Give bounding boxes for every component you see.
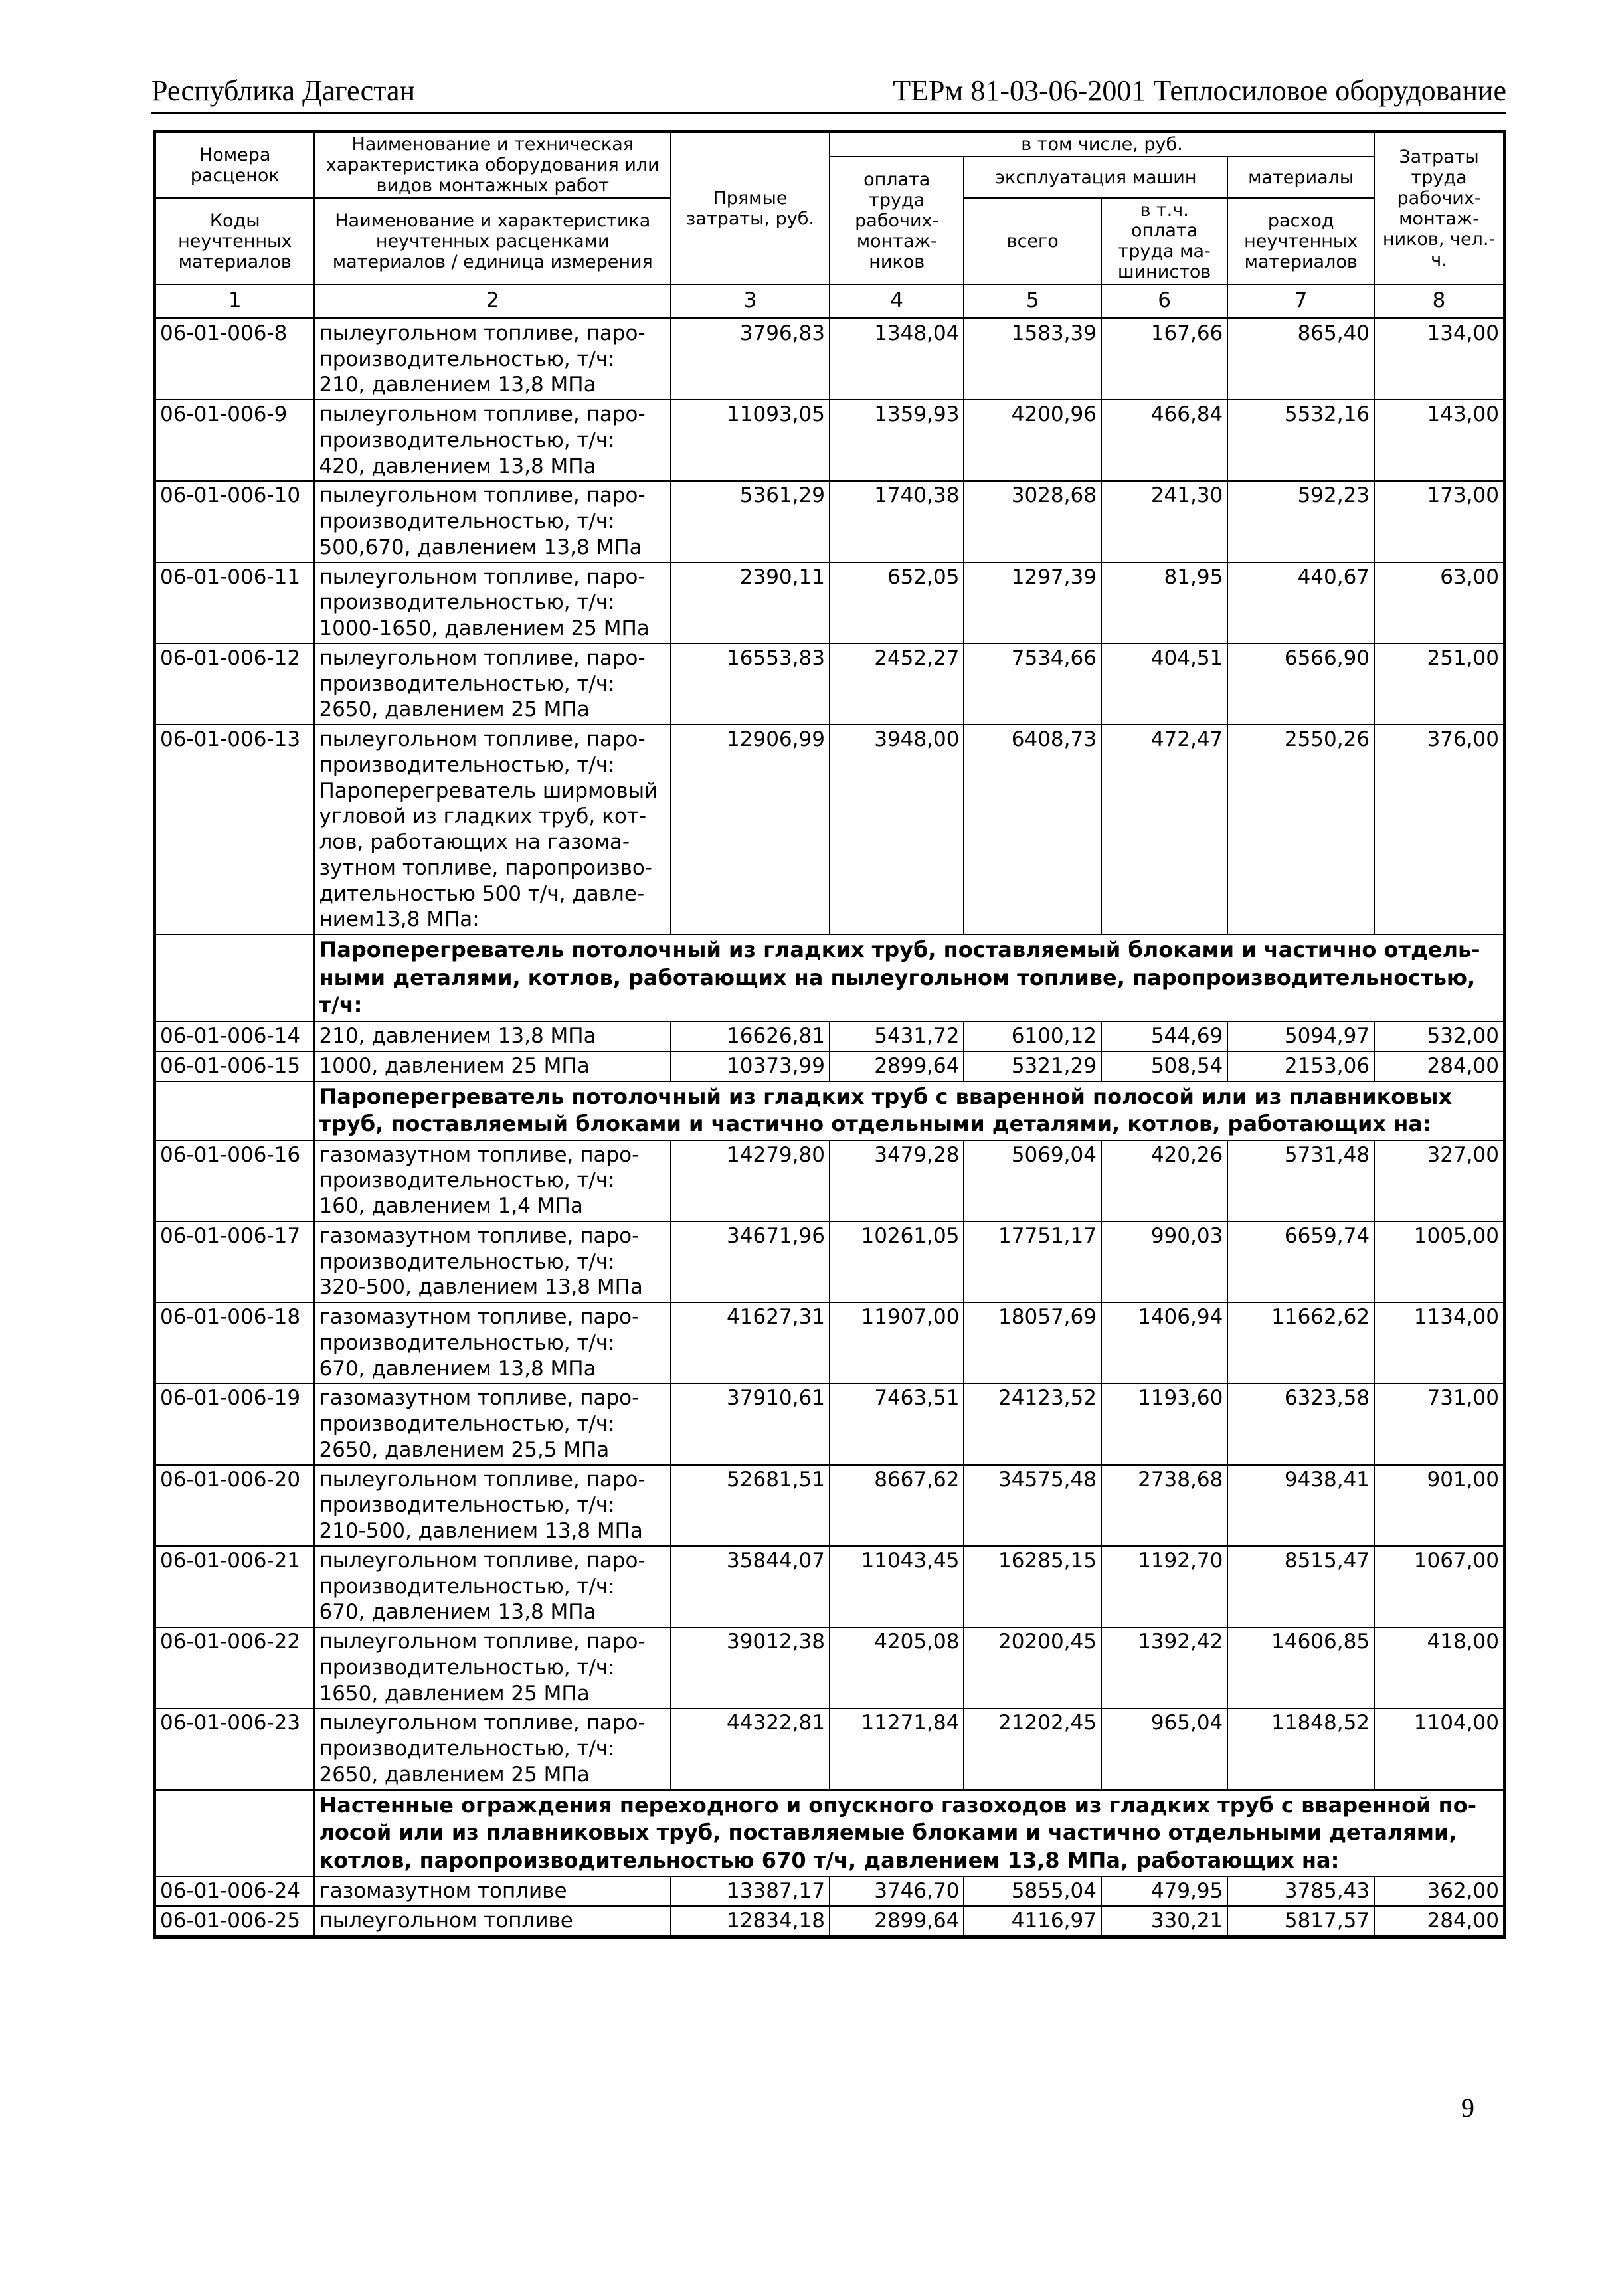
- header-unaccounted-materials: расход неучтенных материалов: [1227, 198, 1374, 284]
- direct-costs: 16553,83: [671, 644, 830, 725]
- table-row: [155, 1051, 1505, 1081]
- materials-cost: 11662,62: [1227, 1302, 1374, 1383]
- machines-total: 1297,39: [964, 563, 1101, 644]
- machines-total: 4200,96: [964, 400, 1101, 481]
- materials-cost: 2153,06: [1227, 1051, 1374, 1081]
- machinists-pay: 965,04: [1101, 1708, 1227, 1789]
- table-row: [155, 1465, 1505, 1546]
- rate-code: 06-01-006-13: [155, 725, 315, 934]
- workers-pay: 2452,27: [830, 644, 964, 725]
- machines-total: 16285,15: [964, 1546, 1101, 1627]
- machines-total: 20200,45: [964, 1627, 1101, 1708]
- labor-hours: 532,00: [1374, 1021, 1504, 1051]
- machines-total: 5855,04: [964, 1876, 1101, 1906]
- rate-description: газомазутном топливе, паро-производительностью, т/ч: 670, давлением 13,8 МПа: [314, 1302, 671, 1383]
- table-row: [155, 400, 1505, 481]
- table-row: [155, 1876, 1505, 1906]
- machinists-pay: 990,03: [1101, 1221, 1227, 1302]
- labor-hours: 63,00: [1374, 563, 1504, 644]
- workers-pay: 1348,04: [830, 318, 964, 400]
- machines-total: 6100,12: [964, 1021, 1101, 1051]
- materials-cost: 440,67: [1227, 563, 1374, 644]
- labor-hours: 134,00: [1374, 318, 1504, 400]
- column-number: 4: [830, 284, 964, 318]
- machines-total: 34575,48: [964, 1465, 1101, 1546]
- header-document-code: ТЕРм 81-03-06-2001 Теплосиловое оборудование: [893, 74, 1506, 107]
- workers-pay: 11907,00: [830, 1302, 964, 1383]
- header-region: Республика Дагестан: [151, 74, 416, 107]
- rates-table: [153, 130, 1506, 1939]
- section-title: Пароперегреватель потолочный из гладких труб, поставляемый блоками и частично отдель-ными деталями, котлов, работающих на пылеугольном топливе, паропроизводительностью, т/ч:: [314, 934, 1504, 1021]
- workers-pay: 2899,64: [830, 1906, 964, 1937]
- rate-code: 06-01-006-25: [155, 1906, 315, 1937]
- machinists-pay: 508,54: [1101, 1051, 1227, 1081]
- labor-hours: 1134,00: [1374, 1302, 1504, 1383]
- machines-total: 6408,73: [964, 725, 1101, 934]
- labor-hours: 173,00: [1374, 481, 1504, 562]
- direct-costs: 13387,17: [671, 1876, 830, 1906]
- machines-total: 3028,68: [964, 481, 1101, 562]
- section-code-cell: [155, 1081, 315, 1140]
- workers-pay: 7463,51: [830, 1383, 964, 1464]
- labor-hours: 418,00: [1374, 1627, 1504, 1708]
- table-body: [155, 318, 1505, 1937]
- header-work-name: Наименование и техническая характеристика оборудования или видов монтажных работ: [314, 132, 671, 199]
- rate-code: 06-01-006-21: [155, 1546, 315, 1627]
- section-title: Настенные ограждения переходного и опускного газоходов из гладких труб с вваренной по-лосой или из плавниковых труб, поставляемые блоками и частично отдельными деталями, котлов, паропроизводительностью 670 т/ч, давлением 13,8 МПа, работающих на:: [314, 1790, 1504, 1877]
- header-machines: эксплуатация машин: [964, 157, 1227, 198]
- rate-description: пылеугольном топливе, паро-производительностью, т/ч: Пароперегреватель ширмовый угловой из гладких труб, кот-лов, работающих на газома-зутном топливе, паропроизво-дительностью 500 т/ч, давле-нием13,8 МПа:: [314, 725, 671, 934]
- materials-cost: 5731,48: [1227, 1140, 1374, 1221]
- rate-code: 06-01-006-19: [155, 1383, 315, 1464]
- table-row: [155, 1302, 1505, 1383]
- workers-pay: 5431,72: [830, 1021, 964, 1051]
- materials-cost: 14606,85: [1227, 1627, 1374, 1708]
- page-number: 9: [1461, 2093, 1474, 2123]
- rate-code: 06-01-006-12: [155, 644, 315, 725]
- table-row: [155, 481, 1505, 562]
- materials-cost: 8515,47: [1227, 1546, 1374, 1627]
- column-numbers-row: [155, 284, 1505, 318]
- workers-pay: 10261,05: [830, 1221, 964, 1302]
- rate-code: 06-01-006-22: [155, 1627, 315, 1708]
- labor-hours: 1067,00: [1374, 1546, 1504, 1627]
- machines-total: 17751,17: [964, 1221, 1101, 1302]
- header-machines-total: всего: [964, 198, 1101, 284]
- header-machinists-pay: в т.ч. оплата труда ма-шинистов: [1101, 198, 1227, 284]
- materials-cost: 3785,43: [1227, 1876, 1374, 1906]
- header-workers-pay: оплата труда рабочих-монтаж-ников: [830, 157, 964, 284]
- column-number: 3: [671, 284, 830, 318]
- workers-pay: 3746,70: [830, 1876, 964, 1906]
- direct-costs: 52681,51: [671, 1465, 830, 1546]
- machinists-pay: 420,26: [1101, 1140, 1227, 1221]
- rate-code: 06-01-006-18: [155, 1302, 315, 1383]
- rate-description: пылеугольном топливе, паро-производительностью, т/ч: 1000-1650, давлением 25 МПа: [314, 563, 671, 644]
- materials-cost: 592,23: [1227, 481, 1374, 562]
- section-row: [155, 934, 1505, 1021]
- header-material-name: Наименование и характеристика неучтенных расценками материалов / единица измерения: [314, 198, 671, 284]
- rate-code: 06-01-006-23: [155, 1708, 315, 1789]
- section-code-cell: [155, 1790, 315, 1877]
- section-row: [155, 1081, 1505, 1140]
- workers-pay: 4205,08: [830, 1627, 964, 1708]
- page-header: [151, 72, 1506, 114]
- table-row: [155, 644, 1505, 725]
- machines-total: 5321,29: [964, 1051, 1101, 1081]
- header-direct-costs: Прямые затраты, руб.: [671, 132, 830, 285]
- section-row: [155, 1790, 1505, 1877]
- direct-costs: 2390,11: [671, 563, 830, 644]
- rate-description: пылеугольном топливе, паро-производительностью, т/ч: 1650, давлением 25 МПа: [314, 1627, 671, 1708]
- machinists-pay: 544,69: [1101, 1021, 1227, 1051]
- rate-description: пылеугольном топливе, паро-производительностью, т/ч: 670, давлением 13,8 МПа: [314, 1546, 671, 1627]
- machines-total: 5069,04: [964, 1140, 1101, 1221]
- labor-hours: 1104,00: [1374, 1708, 1504, 1789]
- rate-description: пылеугольном топливе, паро-производительностью, т/ч: 210-500, давлением 13,8 МПа: [314, 1465, 671, 1546]
- column-number: 2: [314, 284, 671, 318]
- labor-hours: 731,00: [1374, 1383, 1504, 1464]
- direct-costs: 16626,81: [671, 1021, 830, 1051]
- table-row: [155, 1140, 1505, 1221]
- rate-code: 06-01-006-20: [155, 1465, 315, 1546]
- table-row: [155, 1021, 1505, 1051]
- workers-pay: 3948,00: [830, 725, 964, 934]
- rate-description: пылеугольном топливе, паро-производительностью, т/ч: 2650, давлением 25 МПа: [314, 1708, 671, 1789]
- header-rate-numbers: Номера расценок: [155, 132, 315, 199]
- rate-code: 06-01-006-17: [155, 1221, 315, 1302]
- rate-code: 06-01-006-16: [155, 1140, 315, 1221]
- labor-hours: 327,00: [1374, 1140, 1504, 1221]
- machines-total: 4116,97: [964, 1906, 1101, 1937]
- machinists-pay: 241,30: [1101, 481, 1227, 562]
- direct-costs: 37910,61: [671, 1383, 830, 1464]
- materials-cost: 11848,52: [1227, 1708, 1374, 1789]
- workers-pay: 1740,38: [830, 481, 964, 562]
- table-header: [155, 132, 1505, 318]
- materials-cost: 6566,90: [1227, 644, 1374, 725]
- machinists-pay: 472,47: [1101, 725, 1227, 934]
- direct-costs: 12906,99: [671, 725, 830, 934]
- column-number: 8: [1374, 284, 1504, 318]
- column-number: 7: [1227, 284, 1374, 318]
- table-row: [155, 318, 1505, 400]
- labor-hours: 143,00: [1374, 400, 1504, 481]
- materials-cost: 6659,74: [1227, 1221, 1374, 1302]
- rate-code: 06-01-006-10: [155, 481, 315, 562]
- direct-costs: 5361,29: [671, 481, 830, 562]
- labor-hours: 284,00: [1374, 1906, 1504, 1937]
- labor-hours: 251,00: [1374, 644, 1504, 725]
- workers-pay: 8667,62: [830, 1465, 964, 1546]
- rate-code: 06-01-006-9: [155, 400, 315, 481]
- rate-code: 06-01-006-8: [155, 318, 315, 400]
- rate-description: газомазутном топливе, паро-производительностью, т/ч: 160, давлением 1,4 МПа: [314, 1140, 671, 1221]
- direct-costs: 41627,31: [671, 1302, 830, 1383]
- machinists-pay: 2738,68: [1101, 1465, 1227, 1546]
- labor-hours: 901,00: [1374, 1465, 1504, 1546]
- rate-description: газомазутном топливе, паро-производительностью, т/ч: 2650, давлением 25,5 МПа: [314, 1383, 671, 1464]
- direct-costs: 39012,38: [671, 1627, 830, 1708]
- labor-hours: 376,00: [1374, 725, 1504, 934]
- header-material-codes: Коды неучтенных материалов: [155, 198, 315, 284]
- rate-description: пылеугольном топливе, паро-производительностью, т/ч: 2650, давлением 25 МПа: [314, 644, 671, 725]
- header-labor-hours: Затраты труда рабочих-монтаж-ников, чел.-ч.: [1374, 132, 1504, 285]
- workers-pay: 11271,84: [830, 1708, 964, 1789]
- table-row: [155, 1546, 1505, 1627]
- direct-costs: 12834,18: [671, 1906, 830, 1937]
- column-number: 5: [964, 284, 1101, 318]
- machines-total: 1583,39: [964, 318, 1101, 400]
- direct-costs: 3796,83: [671, 318, 830, 400]
- materials-cost: 5532,16: [1227, 400, 1374, 481]
- column-number: 1: [155, 284, 315, 318]
- materials-cost: 865,40: [1227, 318, 1374, 400]
- workers-pay: 1359,93: [830, 400, 964, 481]
- machinists-pay: 330,21: [1101, 1906, 1227, 1937]
- workers-pay: 11043,45: [830, 1546, 964, 1627]
- table-row: [155, 563, 1505, 644]
- direct-costs: 44322,81: [671, 1708, 830, 1789]
- machinists-pay: 1192,70: [1101, 1546, 1227, 1627]
- direct-costs: 11093,05: [671, 400, 830, 481]
- table-row: [155, 1627, 1505, 1708]
- machines-total: 18057,69: [964, 1302, 1101, 1383]
- materials-cost: 5094,97: [1227, 1021, 1374, 1051]
- rate-description: пылеугольном топливе, паро-производительностью, т/ч: 210, давлением 13,8 МПа: [314, 318, 671, 400]
- rate-code: 06-01-006-11: [155, 563, 315, 644]
- materials-cost: 2550,26: [1227, 725, 1374, 934]
- direct-costs: 14279,80: [671, 1140, 830, 1221]
- rate-description: пылеугольном топливе, паро-производительностью, т/ч: 420, давлением 13,8 МПа: [314, 400, 671, 481]
- machinists-pay: 167,66: [1101, 318, 1227, 400]
- workers-pay: 3479,28: [830, 1140, 964, 1221]
- labor-hours: 284,00: [1374, 1051, 1504, 1081]
- table-row: [155, 1708, 1505, 1789]
- table-row: [155, 1221, 1505, 1302]
- machinists-pay: 479,95: [1101, 1876, 1227, 1906]
- rate-description: газомазутном топливе, паро-производительностью, т/ч: 320-500, давлением 13,8 МПа: [314, 1221, 671, 1302]
- machines-total: 7534,66: [964, 644, 1101, 725]
- header-including: в том числе, руб.: [830, 132, 1374, 157]
- machinists-pay: 1392,42: [1101, 1627, 1227, 1708]
- labor-hours: 362,00: [1374, 1876, 1504, 1906]
- materials-cost: 6323,58: [1227, 1383, 1374, 1464]
- section-code-cell: [155, 934, 315, 1021]
- rate-description: 210, давлением 13,8 МПа: [314, 1021, 671, 1051]
- machines-total: 21202,45: [964, 1708, 1101, 1789]
- machinists-pay: 1406,94: [1101, 1302, 1227, 1383]
- rate-description: пылеугольном топливе: [314, 1906, 671, 1937]
- section-title: Пароперегреватель потолочный из гладких труб с вваренной полосой или из плавниковых труб, поставляемый блоками и частично отдельными деталями, котлов, работающих на:: [314, 1081, 1504, 1140]
- workers-pay: 2899,64: [830, 1051, 964, 1081]
- direct-costs: 34671,96: [671, 1221, 830, 1302]
- table-row: [155, 1383, 1505, 1464]
- materials-cost: 5817,57: [1227, 1906, 1374, 1937]
- labor-hours: 1005,00: [1374, 1221, 1504, 1302]
- rate-description: пылеугольном топливе, паро-производительностью, т/ч: 500,670, давлением 13,8 МПа: [314, 481, 671, 562]
- rate-code: 06-01-006-14: [155, 1021, 315, 1051]
- rate-code: 06-01-006-24: [155, 1876, 315, 1906]
- rate-code: 06-01-006-15: [155, 1051, 315, 1081]
- header-materials: материалы: [1227, 157, 1374, 198]
- materials-cost: 9438,41: [1227, 1465, 1374, 1546]
- machinists-pay: 81,95: [1101, 563, 1227, 644]
- machines-total: 24123,52: [964, 1383, 1101, 1464]
- table-row: [155, 725, 1505, 934]
- direct-costs: 10373,99: [671, 1051, 830, 1081]
- rate-description: 1000, давлением 25 МПа: [314, 1051, 671, 1081]
- table-row: [155, 1906, 1505, 1937]
- machinists-pay: 1193,60: [1101, 1383, 1227, 1464]
- machinists-pay: 404,51: [1101, 644, 1227, 725]
- direct-costs: 35844,07: [671, 1546, 830, 1627]
- rate-description: газомазутном топливе: [314, 1876, 671, 1906]
- workers-pay: 652,05: [830, 563, 964, 644]
- machinists-pay: 466,84: [1101, 400, 1227, 481]
- column-number: 6: [1101, 284, 1227, 318]
